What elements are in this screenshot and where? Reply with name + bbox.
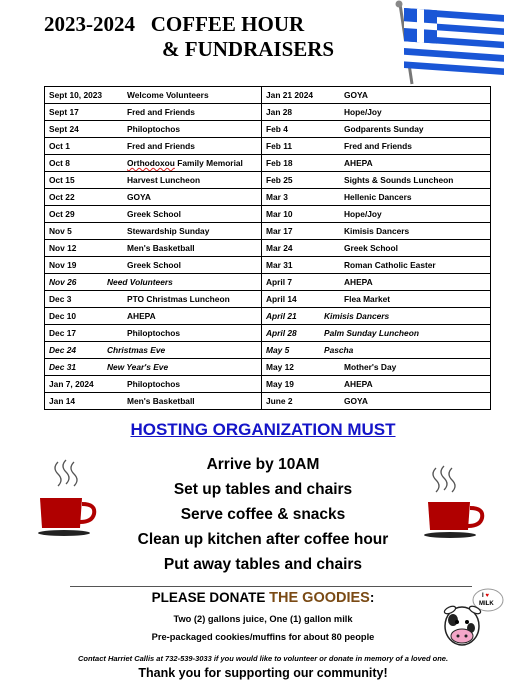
- hosting-title: HOSTING ORGANIZATION MUST: [130, 420, 396, 439]
- schedule-event: GOYA: [127, 192, 151, 202]
- schedule-date: Mar 24: [266, 243, 293, 253]
- schedule-event: Palm Sunday Luncheon: [324, 328, 419, 338]
- schedule-event: GOYA: [344, 90, 368, 100]
- schedule-date: Dec 3: [49, 294, 72, 304]
- schedule-event: Greek School: [127, 209, 181, 219]
- schedule-date: Mar 10: [266, 209, 293, 219]
- page-title: [44, 12, 334, 62]
- table-row: [45, 87, 491, 104]
- schedule-event: AHEPA: [127, 311, 156, 321]
- schedule-date: Jan 7, 2024: [49, 379, 94, 389]
- schedule-date: Oct 1: [49, 141, 70, 151]
- schedule-cell: [45, 121, 262, 138]
- table-row: [45, 308, 491, 325]
- schedule-cell: [262, 138, 491, 155]
- coffee-cup-icon: [418, 464, 488, 544]
- schedule-date: Dec 10: [49, 311, 77, 321]
- schedule-event: Men's Basketball: [127, 243, 195, 253]
- schedule-cell: [45, 189, 262, 206]
- schedule-event: Christmas Eve: [107, 345, 166, 355]
- cow-milk-icon: [440, 586, 506, 650]
- svg-text:I ♥: I ♥: [482, 593, 489, 599]
- table-row: [45, 291, 491, 308]
- schedule-cell: [45, 206, 262, 223]
- schedule-event: Roman Catholic Easter: [344, 260, 436, 270]
- schedule-cell: [45, 291, 262, 308]
- schedule-date: Feb 4: [266, 124, 288, 134]
- table-row: [45, 376, 491, 393]
- schedule-cell: [45, 104, 262, 121]
- duty-item: Set up tables and chairs: [173, 481, 353, 498]
- schedule-event: New Year's Eve: [107, 362, 169, 372]
- schedule-event: Hellenic Dancers: [344, 192, 412, 202]
- schedule-cell: [262, 240, 491, 257]
- schedule-event: Men's Basketball: [127, 396, 195, 406]
- schedule-event: Kimisis Dancers: [344, 226, 410, 236]
- donate-line-2: Pre-packaged cookies/muffins for about 80 people: [151, 632, 375, 642]
- schedule-cell: [45, 240, 262, 257]
- section-divider: [70, 586, 472, 587]
- schedule-event: Greek School: [127, 260, 181, 270]
- schedule-cell: [45, 342, 262, 359]
- schedule-cell: [45, 274, 262, 291]
- schedule-cell: [45, 325, 262, 342]
- schedule-cell: [45, 393, 262, 410]
- table-row: [45, 393, 491, 410]
- contact-note: Contact Harriet Callis at 732-539-3033 if you would like to volunteer or donate in memory of a loved one.: [77, 654, 449, 663]
- schedule-event: Stewardship Sunday: [127, 226, 210, 236]
- schedule-event: Philoptochos: [127, 379, 181, 389]
- title-line-1: 2023-2024 COFFEE HOUR: [44, 12, 305, 36]
- schedule-cell: [45, 257, 262, 274]
- schedule-date: Dec 17: [49, 328, 77, 338]
- schedule-date: May 19: [266, 379, 294, 389]
- schedule-date: Nov 26: [49, 277, 77, 287]
- schedule-cell: [45, 138, 262, 155]
- schedule-date: May 5: [266, 345, 290, 355]
- schedule-event: Greek School: [344, 243, 398, 253]
- donate-prefix: PLEASE DONATE: [151, 590, 270, 605]
- schedule-cell: [45, 155, 262, 172]
- misspelled-word: Orthodoxou: [127, 158, 175, 168]
- schedule-date: Sept 10, 2023: [49, 90, 103, 100]
- schedule-event: Hope/Joy: [344, 209, 382, 219]
- schedule-cell: [45, 87, 262, 104]
- table-row: [45, 359, 491, 376]
- schedule-event: Fred and Friends: [127, 107, 195, 117]
- table-row: [45, 206, 491, 223]
- svg-text:MILK: MILK: [479, 601, 494, 607]
- schedule-date: Nov 19: [49, 260, 77, 270]
- schedule-date: Mar 17: [266, 226, 293, 236]
- schedule-event: Orthodoxou Family Memorial: [127, 158, 243, 168]
- schedule-event: Harvest Luncheon: [127, 175, 201, 185]
- schedule-cell: [262, 121, 491, 138]
- schedule-cell: [262, 274, 491, 291]
- table-row: [45, 189, 491, 206]
- schedule-event: GOYA: [344, 396, 368, 406]
- schedule-event: Mother's Day: [344, 362, 397, 372]
- thank-you-message: Thank you for supporting our community!: [138, 666, 388, 680]
- schedule-cell: [45, 308, 262, 325]
- duty-item: Clean up kitchen after coffee hour: [137, 531, 389, 548]
- schedule-date: Feb 25: [266, 175, 293, 185]
- schedule-date: Nov 12: [49, 243, 77, 253]
- schedule-date: Dec 31: [49, 362, 77, 372]
- table-row: [45, 342, 491, 359]
- table-row: [45, 138, 491, 155]
- schedule-event: Kimisis Dancers: [324, 311, 390, 321]
- schedule-cell: [262, 172, 491, 189]
- schedule-cell: [262, 104, 491, 121]
- schedule-cell: [45, 223, 262, 240]
- schedule-event: Hope/Joy: [344, 107, 382, 117]
- schedule-cell: [262, 155, 491, 172]
- schedule-date: Sept 24: [49, 124, 79, 134]
- schedule-event: Fred and Friends: [344, 141, 412, 151]
- schedule-event: PTO Christmas Luncheon: [127, 294, 230, 304]
- schedule-event: Need Volunteers: [107, 277, 173, 287]
- schedule-cell: [262, 325, 491, 342]
- schedule-date: June 2: [266, 396, 293, 406]
- schedule-cell: [262, 87, 491, 104]
- schedule-date: Jan 14: [49, 396, 76, 406]
- schedule-date: May 12: [266, 362, 294, 372]
- schedule-cell: [262, 291, 491, 308]
- donate-suffix: :: [369, 590, 375, 605]
- donate-highlight: THE GOODIES: [269, 590, 370, 606]
- table-row: [45, 325, 491, 342]
- table-row: [45, 274, 491, 291]
- schedule-event: Godparents Sunday: [344, 124, 424, 134]
- schedule-cell: [262, 342, 491, 359]
- schedule-table: [44, 86, 491, 410]
- table-row: [45, 223, 491, 240]
- coffee-cup-icon: [36, 458, 106, 538]
- table-row: [45, 104, 491, 121]
- schedule-event: AHEPA: [344, 379, 373, 389]
- schedule-cell: [262, 376, 491, 393]
- table-row: [45, 240, 491, 257]
- greek-flag-icon: [390, 0, 510, 86]
- schedule-date: April 7: [266, 277, 293, 287]
- schedule-date: Oct 8: [49, 158, 70, 168]
- schedule-cell: [262, 223, 491, 240]
- table-row: [45, 257, 491, 274]
- schedule-cell: [262, 308, 491, 325]
- schedule-event: AHEPA: [344, 158, 373, 168]
- schedule-event: Philoptochos: [127, 328, 181, 338]
- schedule-date: Feb 11: [266, 141, 293, 151]
- schedule-date: Oct 22: [49, 192, 75, 202]
- schedule-event: Pascha: [324, 345, 354, 355]
- schedule-cell: [45, 172, 262, 189]
- schedule-event: Philoptochos: [127, 124, 181, 134]
- table-row: [45, 172, 491, 189]
- schedule-event: Sights & Sounds Luncheon: [344, 175, 454, 185]
- schedule-date: Feb 18: [266, 158, 293, 168]
- schedule-date: Jan 21 2024: [266, 90, 314, 100]
- table-row: [45, 121, 491, 138]
- duty-item: Serve coffee & snacks: [180, 506, 346, 523]
- schedule-event: AHEPA: [344, 277, 373, 287]
- duty-item: Put away tables and chairs: [163, 556, 363, 573]
- schedule-cell: [262, 359, 491, 376]
- schedule-date: Nov 5: [49, 226, 72, 236]
- schedule-event: Fred and Friends: [127, 141, 195, 151]
- schedule-cell: [262, 206, 491, 223]
- schedule-date: Mar 31: [266, 260, 293, 270]
- schedule-date: Sept 17: [49, 107, 79, 117]
- schedule-date: April 28: [266, 328, 297, 338]
- schedule-event: Flea Market: [344, 294, 391, 304]
- schedule-cell: [262, 257, 491, 274]
- schedule-event: Welcome Volunteers: [127, 90, 209, 100]
- duty-item: Arrive by 10AM: [206, 456, 320, 473]
- schedule-date: Oct 29: [49, 209, 75, 219]
- schedule-cell: [262, 393, 491, 410]
- title-line-2: & FUNDRAISERS: [162, 37, 335, 61]
- schedule-cell: [262, 189, 491, 206]
- schedule-date: April 14: [266, 294, 297, 304]
- schedule-cell: [45, 376, 262, 393]
- schedule-date: Jan 28: [266, 107, 293, 117]
- schedule-date: April 21: [266, 311, 297, 321]
- schedule-date: Dec 24: [49, 345, 77, 355]
- table-row: [45, 155, 491, 172]
- schedule-date: Oct 15: [49, 175, 75, 185]
- schedule-date: Mar 3: [266, 192, 288, 202]
- schedule-cell: [45, 359, 262, 376]
- donate-line-1: Two (2) gallons juice, One (1) gallon milk: [173, 614, 353, 624]
